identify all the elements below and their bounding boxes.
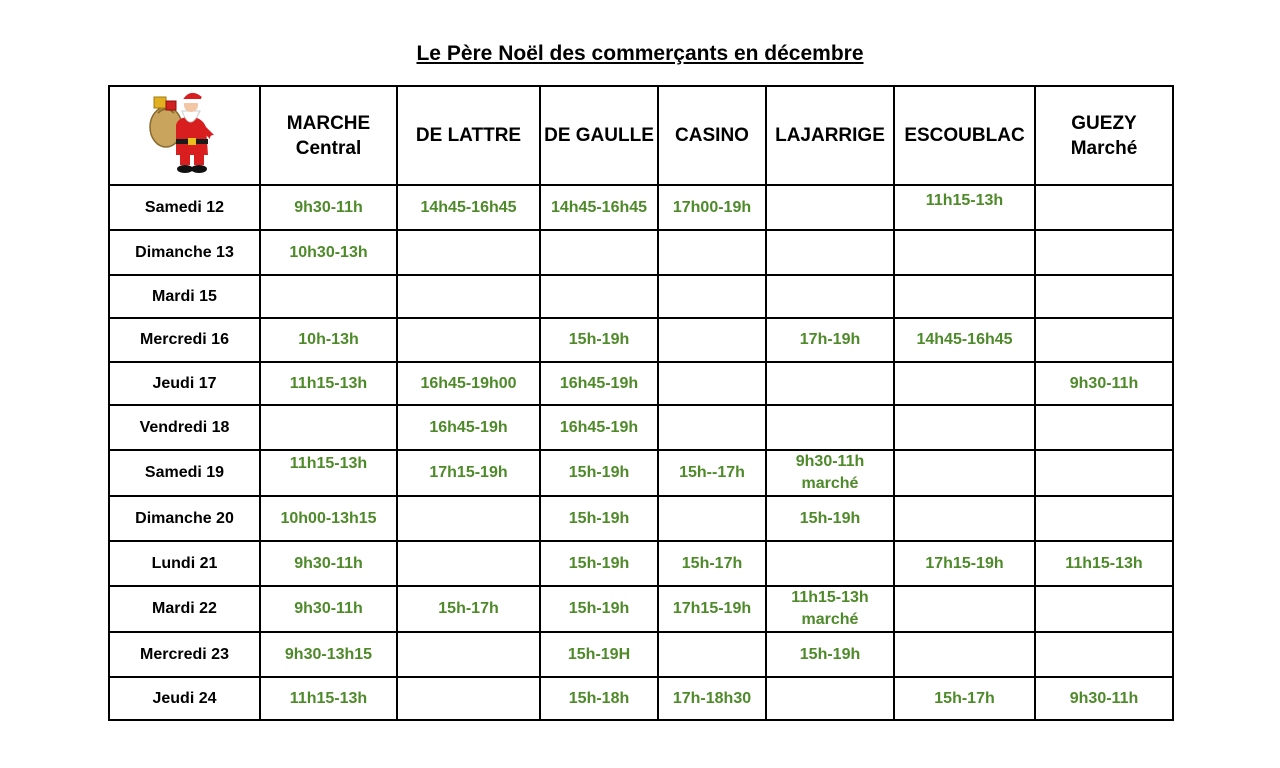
schedule-cell: 17h15-19h [658, 586, 766, 632]
schedule-cell [766, 677, 894, 720]
schedule-table [108, 85, 1174, 721]
schedule-cell [397, 541, 540, 586]
column-header-escoublac: ESCOUBLAC [894, 86, 1035, 185]
schedule-cell [1035, 405, 1173, 450]
schedule-cell [766, 230, 894, 275]
column-header-de-lattre: DE LATTRE [397, 86, 540, 185]
table-row [109, 405, 1173, 450]
row-day-label: Jeudi 24 [109, 677, 260, 720]
row-day-label: Mardi 15 [109, 275, 260, 318]
schedule-cell [397, 318, 540, 362]
schedule-cell [540, 230, 658, 275]
column-header-casino: CASINO [658, 86, 766, 185]
row-day-label: Dimanche 20 [109, 496, 260, 541]
schedule-cell [766, 185, 894, 230]
schedule-cell: 11h15-13h [260, 677, 397, 720]
schedule-cell: 9h30-11h [1035, 362, 1173, 405]
schedule-cell: 16h45-19h00 [397, 362, 540, 405]
schedule-body [109, 185, 1173, 720]
row-day-label: Lundi 21 [109, 541, 260, 586]
schedule-cell: 9h30-11h [260, 586, 397, 632]
schedule-cell [894, 450, 1035, 496]
schedule-cell: 15h-17h [894, 677, 1035, 720]
schedule-cell: 9h30-11h [260, 541, 397, 586]
schedule-cell: 15h-17h [658, 541, 766, 586]
schedule-cell: 15h-19h [540, 318, 658, 362]
schedule-cell [397, 230, 540, 275]
row-day-label: Mercredi 16 [109, 318, 260, 362]
row-day-label: Dimanche 13 [109, 230, 260, 275]
schedule-cell: 15h--17h [658, 450, 766, 496]
table-row [109, 362, 1173, 405]
santa-claus-icon [140, 87, 230, 177]
schedule-cell [397, 632, 540, 677]
table-row [109, 496, 1173, 541]
table-row [109, 185, 1173, 230]
schedule-cell [894, 496, 1035, 541]
schedule-cell: 17h15-19h [894, 541, 1035, 586]
schedule-cell: 14h45-16h45 [397, 185, 540, 230]
page-title: Le Père Noël des commerçants en décembre [416, 42, 864, 65]
schedule-cell: 9h30-13h15 [260, 632, 397, 677]
schedule-cell: 9h30-11h [1035, 677, 1173, 720]
table-row [109, 450, 1173, 496]
column-header-de-gaulle: DE GAULLE [540, 86, 658, 185]
schedule-cell: 16h45-19h [397, 405, 540, 450]
schedule-cell [1035, 275, 1173, 318]
schedule-cell [260, 275, 397, 318]
table-row [109, 586, 1173, 632]
schedule-cell [658, 318, 766, 362]
schedule-cell: 17h15-19h [397, 450, 540, 496]
santa-image-cell [109, 86, 260, 185]
schedule-cell [894, 405, 1035, 450]
schedule-cell: 11h15-13h [260, 362, 397, 405]
column-header-lajarrige: LAJARRIGE [766, 86, 894, 185]
schedule-cell [894, 632, 1035, 677]
schedule-cell [397, 677, 540, 720]
schedule-cell: 10h30-13h [260, 230, 397, 275]
table-row [109, 275, 1173, 318]
table-row [109, 632, 1173, 677]
schedule-cell: 11h15-13h [260, 450, 397, 496]
schedule-cell: 9h30-11h [260, 185, 397, 230]
schedule-cell: 15h-17h [397, 586, 540, 632]
schedule-cell [540, 275, 658, 318]
schedule-cell: 17h-18h30 [658, 677, 766, 720]
schedule-cell [1035, 496, 1173, 541]
row-day-label: Mercredi 23 [109, 632, 260, 677]
column-header-marche-central: MARCHE Central [260, 86, 397, 185]
schedule-cell: 11h15-13h [894, 185, 1035, 230]
row-day-label: Samedi 12 [109, 185, 260, 230]
schedule-cell [260, 405, 397, 450]
row-day-label: Mardi 22 [109, 586, 260, 632]
schedule-cell: 10h-13h [260, 318, 397, 362]
header-row [109, 86, 1173, 185]
schedule-cell [766, 405, 894, 450]
table-row [109, 318, 1173, 362]
schedule-cell [658, 405, 766, 450]
schedule-cell [766, 541, 894, 586]
table-row [109, 541, 1173, 586]
schedule-cell: 14h45-16h45 [894, 318, 1035, 362]
schedule-cell [894, 230, 1035, 275]
schedule-cell: 16h45-19h [540, 405, 658, 450]
table-row [109, 677, 1173, 720]
schedule-cell [658, 362, 766, 405]
schedule-cell: 15h-19h [540, 586, 658, 632]
schedule-cell: 10h00-13h15 [260, 496, 397, 541]
schedule-cell: 15h-19h [766, 496, 894, 541]
schedule-cell [1035, 632, 1173, 677]
schedule-cell [658, 632, 766, 677]
schedule-cell [658, 496, 766, 541]
row-day-label: Vendredi 18 [109, 405, 260, 450]
schedule-cell [1035, 318, 1173, 362]
schedule-cell: 9h30-11h marché [766, 450, 894, 496]
schedule-cell: 15h-19h [540, 450, 658, 496]
schedule-cell: 16h45-19h [540, 362, 658, 405]
row-day-label: Jeudi 17 [109, 362, 260, 405]
schedule-cell [1035, 450, 1173, 496]
schedule-cell: 15h-19h [766, 632, 894, 677]
schedule-cell [658, 275, 766, 318]
schedule-cell [894, 275, 1035, 318]
schedule-cell: 11h15-13h [1035, 541, 1173, 586]
column-header-guezy-marche: GUEZY Marché [1035, 86, 1173, 185]
schedule-cell [1035, 185, 1173, 230]
schedule-cell: 15h-19H [540, 632, 658, 677]
schedule-cell [658, 230, 766, 275]
schedule-cell: 17h00-19h [658, 185, 766, 230]
row-day-label: Samedi 19 [109, 450, 260, 496]
schedule-cell [766, 362, 894, 405]
schedule-cell: 15h-18h [540, 677, 658, 720]
schedule-cell: 14h45-16h45 [540, 185, 658, 230]
table-row [109, 230, 1173, 275]
schedule-cell [397, 496, 540, 541]
schedule-cell: 15h-19h [540, 541, 658, 586]
schedule-cell: 17h-19h [766, 318, 894, 362]
schedule-cell: 11h15-13h marché [766, 586, 894, 632]
schedule-cell [766, 275, 894, 318]
schedule-cell [1035, 230, 1173, 275]
schedule-cell [894, 586, 1035, 632]
schedule-cell [894, 362, 1035, 405]
schedule-cell [397, 275, 540, 318]
schedule-cell: 15h-19h [540, 496, 658, 541]
schedule-cell [1035, 586, 1173, 632]
